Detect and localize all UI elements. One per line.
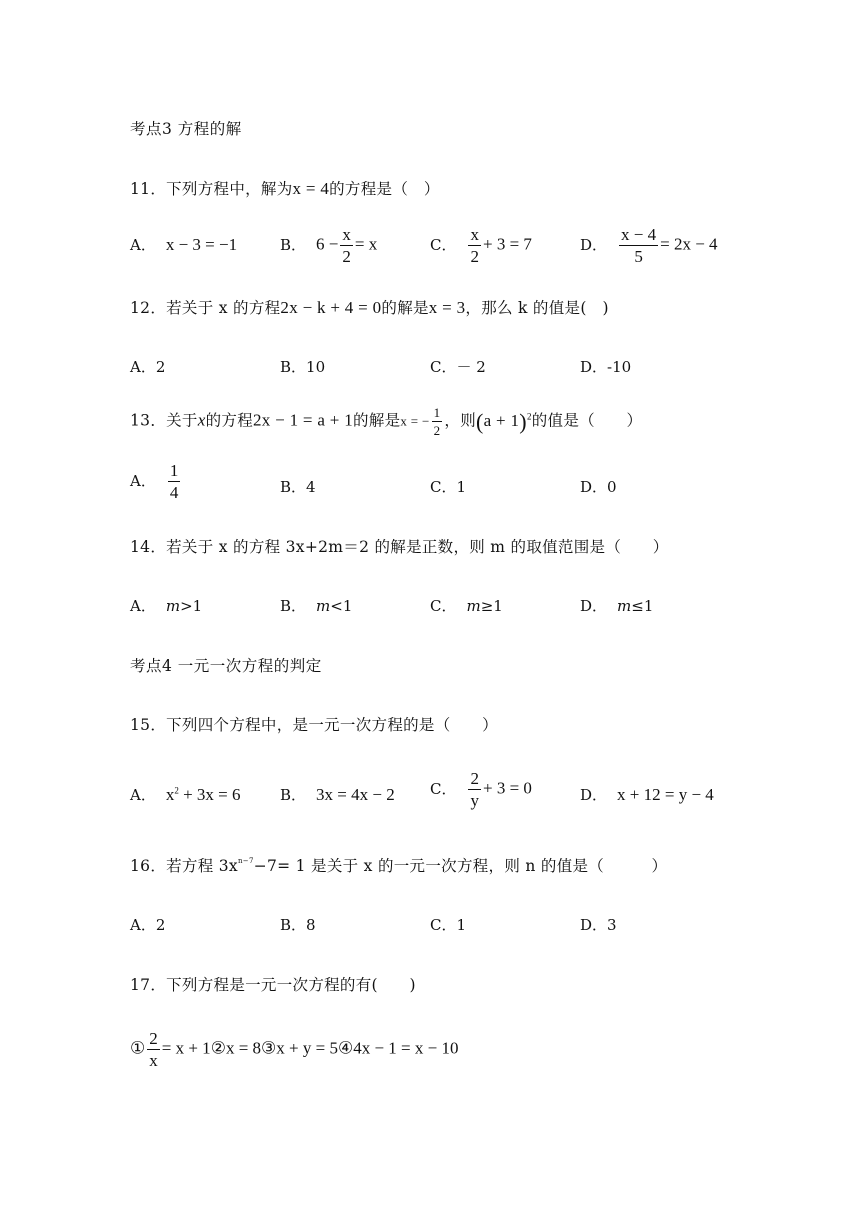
q14-option-b: B． m<1	[280, 597, 353, 615]
q11-option-a: A． x − 3 = −1	[130, 235, 238, 254]
q11-text-end: 的方程是（ ）	[329, 180, 440, 198]
q16-option-c: C．1	[430, 916, 467, 934]
q13-option-c: C．1	[430, 478, 467, 496]
q15-option-b: B． 3x = 4x − 2	[280, 785, 395, 804]
q11-option-a-expr: x − 3 = −1	[165, 235, 238, 254]
q15-option-c-fraction: $\frac{2}{y}$	[470, 769, 479, 810]
q11-text: 11．下列方程中，解为	[130, 180, 293, 198]
q12-equation: 2x − k + 4 = 0	[280, 298, 382, 317]
q16-option-a: A．2	[130, 916, 166, 934]
q15-option-a: A． $x^2 + 3x = 6$	[130, 785, 241, 804]
question-12: 12．若关于 x 的方程2x − k + 4 = 0的解是x = 3，那么 k 的值是( )	[130, 298, 609, 317]
q14-option-c: C． m≥1	[430, 597, 503, 615]
q11-option-c-fraction: $\frac{x}{2}$	[470, 225, 479, 266]
q16-option-b: B．8	[280, 916, 316, 934]
q11-option-d-fraction: $\frac{x - 4}{5}$	[621, 225, 657, 266]
question-11	[130, 177, 440, 199]
q13-option-d: D．0	[580, 478, 617, 496]
q13-option-b: B．4	[280, 478, 316, 496]
q11-equation: x = 4	[292, 179, 330, 198]
q12-solution: x = 3	[428, 298, 466, 317]
question-13: 13．关于x的方程2x − 1 = a + 1的解是x = − $\frac{1}{2}$ ，则$(a + 1)^2$的值是（ ）	[130, 405, 643, 438]
q13-solution-fraction: $\frac{1}{2}$	[433, 405, 441, 438]
q14-option-d: D． m≤1	[580, 597, 654, 615]
q12-option-c: C．－ 2	[430, 358, 486, 376]
q13-expression: $(a + 1)^2$	[476, 408, 532, 434]
q13-option-a-fraction: $\frac{1}{4}$	[169, 461, 179, 502]
question-16: 16．若方程 $3x^{n-7}-7= 1$ 是关于 x 的一元一次方程，则 n 的值是（ ）	[130, 857, 668, 875]
q12-option-a: A．2	[130, 358, 166, 376]
q13-option-a: A． $\frac{1}{4}$	[130, 461, 179, 502]
q12-option-b: B．10	[280, 358, 326, 376]
q17-fraction: $\frac{2}{x}$	[149, 1029, 158, 1070]
q14-option-a: A． m>1	[130, 597, 203, 615]
q15-option-c: C． $\frac{2}{y}$ + 3 = 0	[430, 769, 532, 810]
question-14: 14．若关于 x 的方程 3x+2m＝2 的解是正数，则 m 的取值范围是（ ）	[130, 538, 669, 556]
q11-option-b: B． 6 − $\frac{x}{2}$ = x	[280, 225, 378, 266]
question-17: 17．下列方程是一元一次方程的有( )	[130, 976, 416, 994]
q17-equation-list: ① $\frac{2}{x}$ = x + 1②x = 8③x + y = 5④4x − 1 = x − 10	[130, 1029, 459, 1070]
section-title-4: 考点4 一元一次方程的判定	[130, 657, 322, 675]
q12-option-d: D．-10	[580, 358, 632, 376]
q15-option-d: D． x + 12 = y − 4	[580, 785, 714, 804]
q13-variable: x	[197, 410, 206, 430]
section-title-3: 考点3 方程的解	[130, 120, 242, 138]
q11-option-c: C． $\frac{x}{2}$ + 3 = 7	[430, 225, 532, 266]
q11-option-b-fraction: $\frac{x}{2}$	[342, 225, 351, 266]
q16-option-d: D．3	[580, 916, 617, 934]
q13-equation: 2x − 1 = a + 1	[253, 410, 354, 430]
question-15: 15．下列四个方程中，是一元一次方程的是（ ）	[130, 716, 498, 734]
q16-exponent: n−7	[237, 857, 254, 865]
q11-option-d: D． $\frac{x - 4}{5}$ = 2x − 4	[580, 225, 718, 266]
